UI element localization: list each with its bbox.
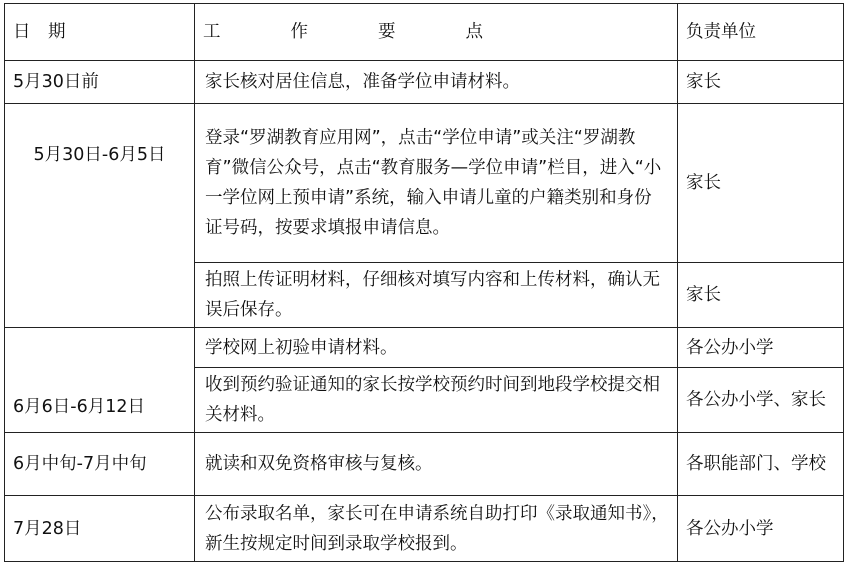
- row-unit: 各职能部门、学校: [678, 433, 844, 496]
- table-row: [5, 61, 844, 104]
- row-unit: 家长: [678, 263, 844, 328]
- row-unit: 各公办小学: [678, 328, 844, 368]
- table-row: [5, 433, 844, 496]
- row-date: 7月28日: [5, 496, 195, 562]
- row-date: 5月30日-6月5日: [5, 104, 195, 328]
- table-row: [5, 104, 844, 263]
- row-date: 6月6日-6月12日: [5, 328, 195, 433]
- row-unit: 各公办小学: [678, 496, 844, 562]
- table-row: [5, 496, 844, 562]
- header-responsible-unit: 负责单位: [678, 4, 844, 61]
- row-unit: 各公办小学、家长: [678, 368, 844, 433]
- row-unit: 家长: [678, 61, 844, 104]
- table-row: [5, 328, 844, 368]
- row-work: 拍照上传证明材料，仔细核对填写内容和上传材料，确认无误后保存。: [195, 263, 678, 328]
- header-date: 日 期: [5, 4, 195, 61]
- row-date: 5月30日前: [5, 61, 195, 104]
- row-work: 登录“罗湖教育应用网”，点击“学位申请”或关注“罗湖教育”微信公众号，点击“教育服务—学位申请”栏目，进入“小一学位网上预申请”系统，输入申请儿童的户籍类别和身份证号码，按要求填报申请信息。: [195, 104, 678, 263]
- row-unit: 家长: [678, 104, 844, 263]
- schedule-table: [4, 3, 844, 562]
- header-work-points: 工 作 要 点: [195, 4, 678, 61]
- row-work: 收到预约验证通知的家长按学校预约时间到地段学校提交相关材料。: [195, 368, 678, 433]
- row-work: 就读和双免资格审核与复核。: [195, 433, 678, 496]
- row-work: 公布录取名单，家长可在申请系统自助打印《录取通知书》，新生按规定时间到录取学校报到。: [195, 496, 678, 562]
- table-header-row: [5, 4, 844, 61]
- row-work: 学校网上初验申请材料。: [195, 328, 678, 368]
- row-date: 6月中旬-7月中旬: [5, 433, 195, 496]
- row-work: 家长核对居住信息，准备学位申请材料。: [195, 61, 678, 104]
